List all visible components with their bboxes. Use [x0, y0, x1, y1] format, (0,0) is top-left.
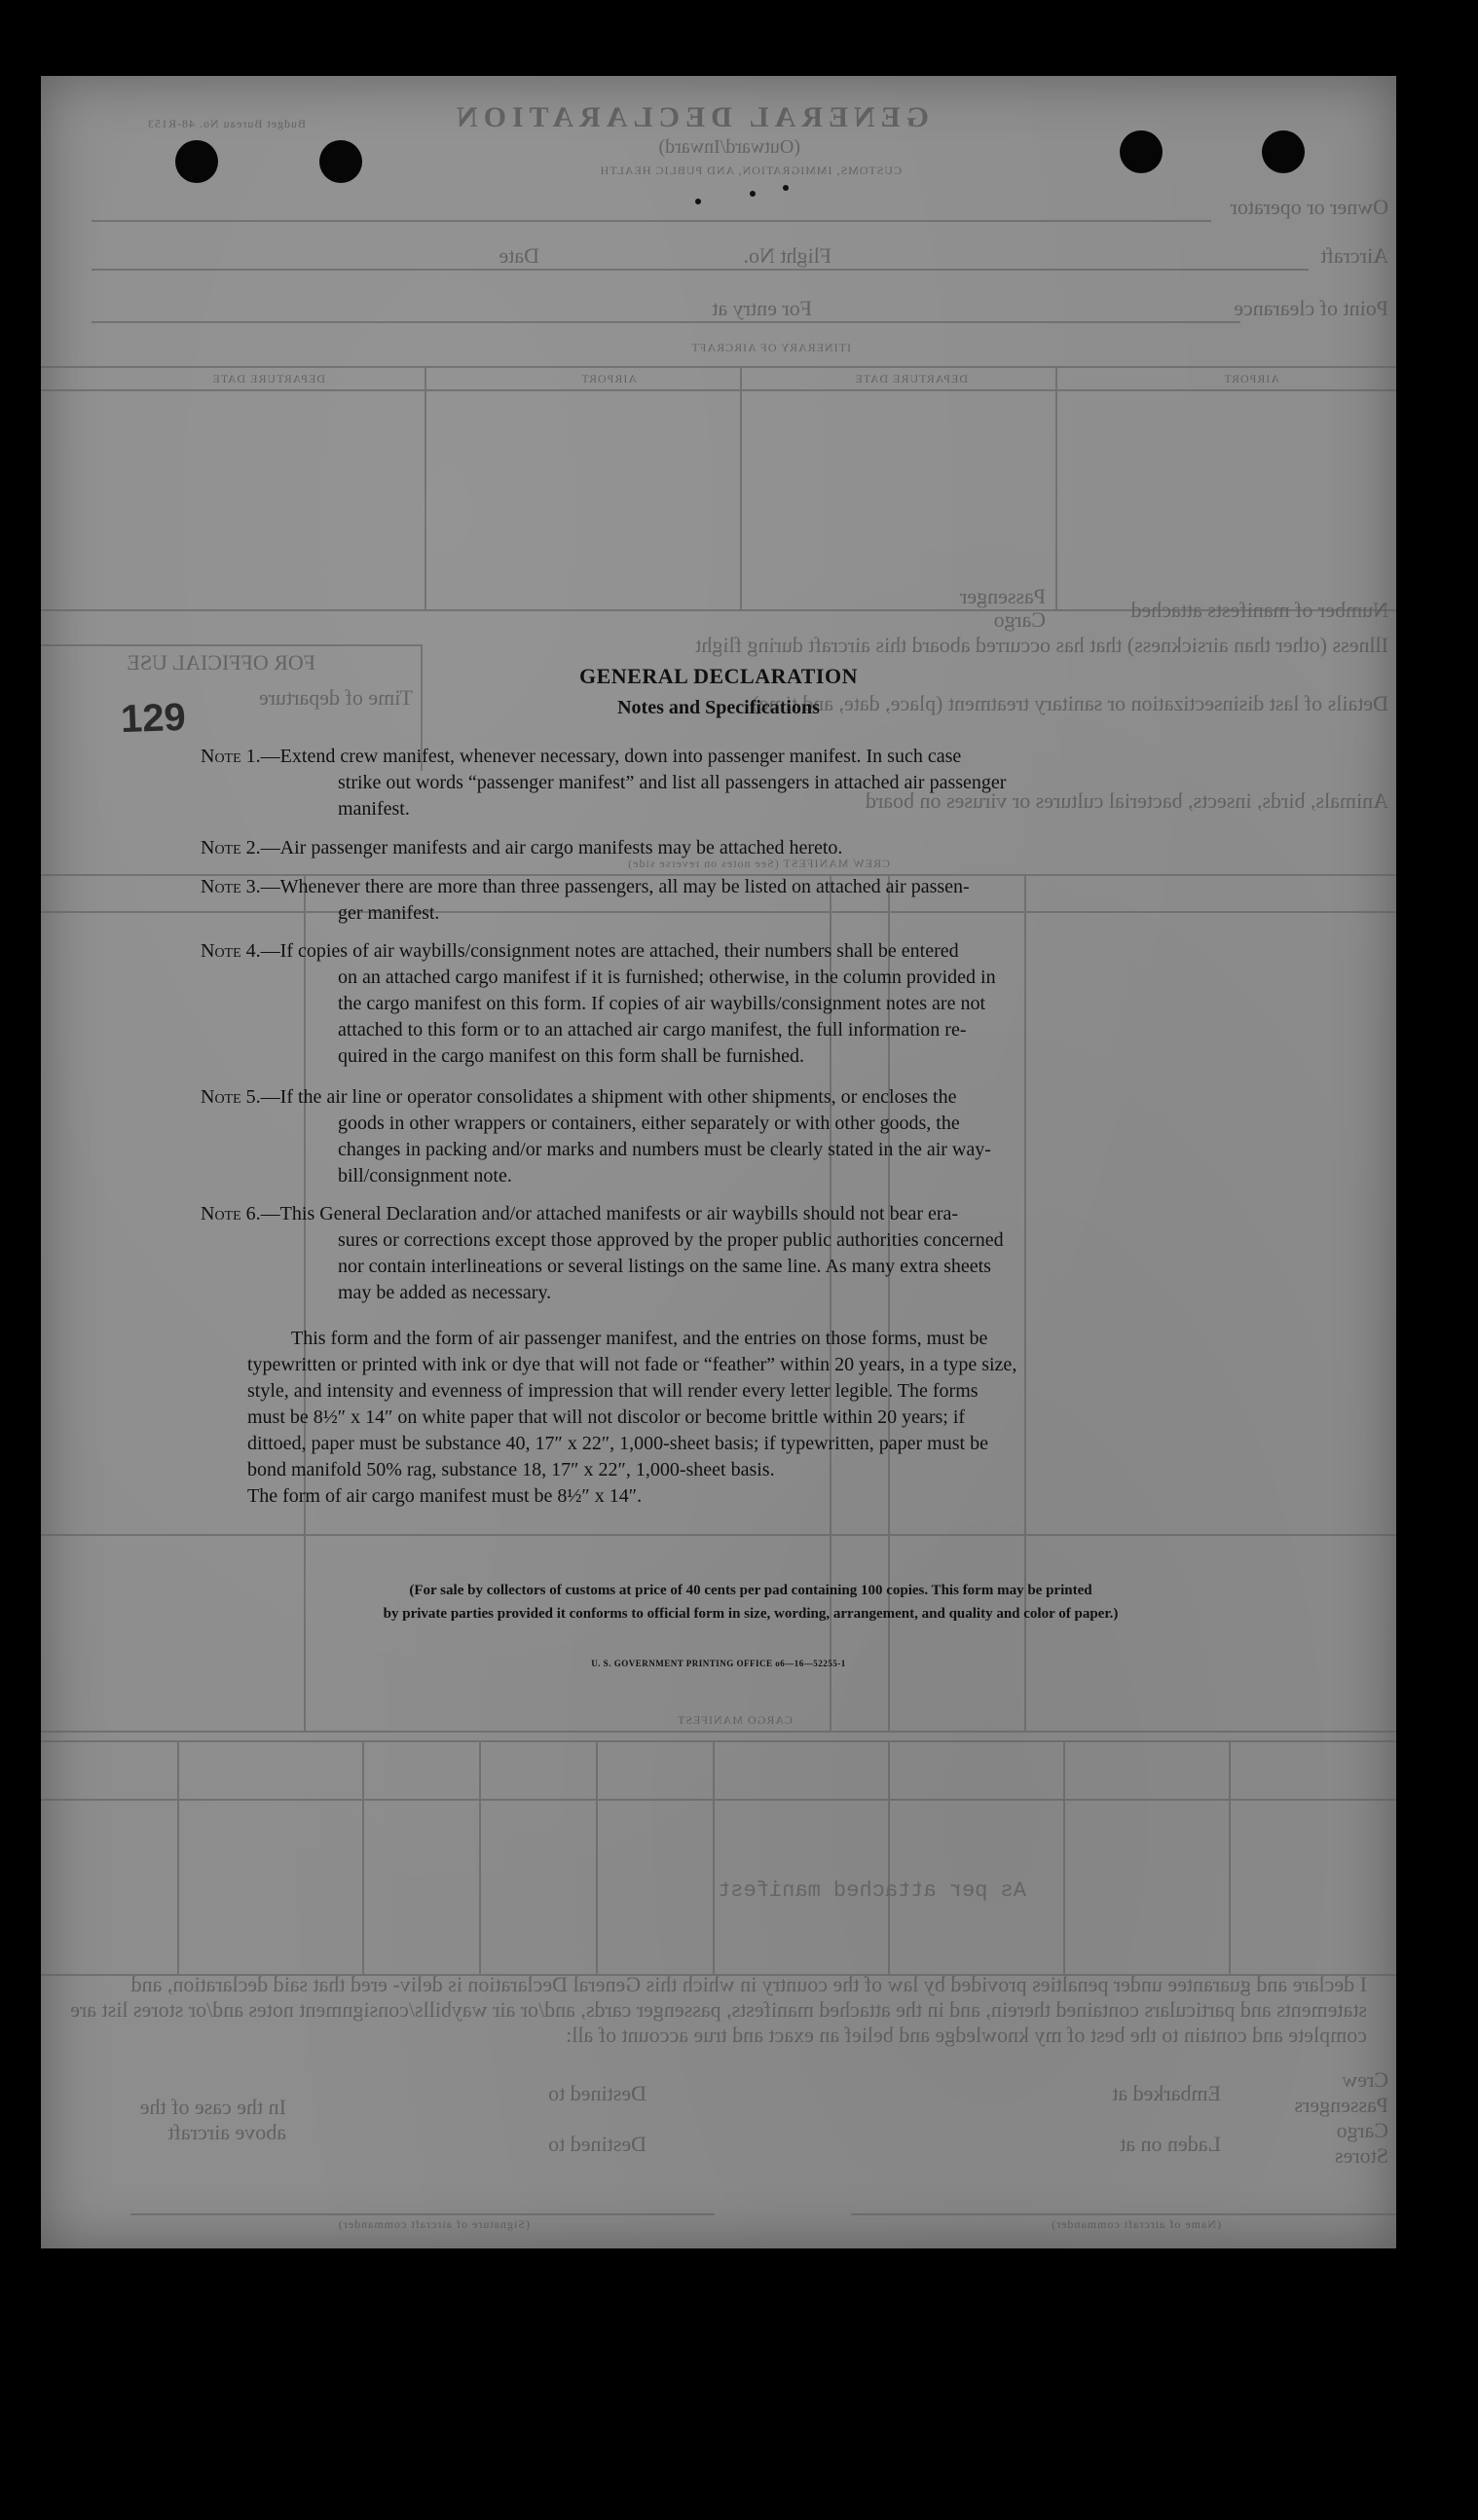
- specification-line: dittoed, paper must be substance 40, 17″ x 22″, 1,000-sheet basis; if typewritten, paper must be: [247, 1433, 988, 1454]
- note-line: —If copies of air waybills/consignment notes are attached, their numbers shall be entered: [260, 940, 959, 962]
- note-line: attached to this form or to an attached air cargo manifest, the full information re-: [338, 1019, 967, 1041]
- note-line: changes in packing and/or marks and numbers must be clearly stated in the air way-: [338, 1139, 991, 1160]
- note-line: —Extend crew manifest, whenever necessary, down into passenger manifest. In such case: [260, 746, 962, 767]
- reverse-crew-manifest: CREW MANIFEST (See notes on reverse side): [627, 857, 890, 870]
- reverse-owner-label: Owner or operator: [1230, 195, 1388, 219]
- note-line: ger manifest.: [338, 902, 440, 924]
- note-line: may be added as necessary.: [338, 1282, 552, 1303]
- note-line: bill/consignment note.: [338, 1165, 512, 1187]
- note-label: Note 6.: [201, 1203, 261, 1224]
- note-label: Note 2.: [201, 837, 261, 858]
- reverse-entry-label: For entry at: [712, 296, 812, 320]
- reverse-name-caption: (Name of aircraft commander): [1051, 2217, 1221, 2231]
- reverse-passenger-label: Passenger: [960, 584, 1046, 608]
- note-line: —If the air line or operator consolidates a shipment with other shipments, or encloses the: [260, 1086, 957, 1108]
- reverse-crew-word: Crew: [1342, 2067, 1388, 2092]
- reverse-passengers-word: Passengers: [1294, 2093, 1388, 2117]
- note-line: —This General Declaration and/or attached manifests or air waybills should not bear era-: [260, 1203, 959, 1224]
- note-line: quired in the cargo manifest on this form shall be furnished.: [338, 1045, 804, 1067]
- note-line: manifest.: [338, 798, 410, 820]
- page-subtitle: Notes and Specifications: [617, 697, 820, 718]
- specification-line: bond manifold 50% rag, substance 18, 17″ x 22″, 1,000-sheet basis.: [247, 1459, 775, 1480]
- note-label: Note 1.: [201, 746, 261, 767]
- specification-line: must be 8½″ x 14″ on white paper that will not discolor or become brittle within 20 years; if: [247, 1406, 966, 1428]
- note-line: strike out words “passenger manifest” and list all passengers in attached air passenger: [338, 772, 1007, 793]
- reverse-disinsect-label: Details of last disinsectization or sanitary treatment (place, date, and time): [752, 691, 1388, 715]
- reverse-signature-caption: (Signature of aircraft commander): [337, 2217, 530, 2231]
- reverse-time-departure: Time of departure: [258, 685, 413, 710]
- note-line: the cargo manifest on this form. If copies of air waybills/consignment notes are not: [338, 993, 986, 1014]
- note-line: —Whenever there are more than three passengers, all may be listed on attached air passen-: [260, 876, 970, 897]
- reverse-flight-label: Flight No.: [743, 243, 831, 268]
- printer-imprint: U. S. GOVERNMENT PRINTING OFFICE o6—16—52255-1: [591, 1659, 846, 1668]
- reverse-destined-to-1: Destined to: [548, 2081, 647, 2105]
- sale-notice-line-2: by private parties provided it conforms to official form in size, wording, arrangement, and quality and color of paper.): [383, 1606, 1119, 1622]
- note-2: [201, 835, 1301, 861]
- stamp-number: 129: [120, 695, 187, 742]
- reverse-stores-word: Stores: [1335, 2143, 1388, 2168]
- note-line: goods in other wrappers or containers, either separately or with other goods, the: [338, 1113, 960, 1134]
- specification-line: This form and the form of air passenger manifest, and the entries on those forms, must be: [291, 1328, 988, 1349]
- front-side: [41, 76, 1396, 2248]
- reverse-title: GENERAL DECLARATION: [450, 101, 929, 133]
- specification-line: style, and intensity and evenness of impression that will render every letter legible. The forms: [247, 1380, 979, 1402]
- reverse-itinerary-label: ITINERARY OF AIRCRAFT: [690, 341, 851, 354]
- reverse-destined-to-2: Destined to: [548, 2132, 647, 2156]
- reverse-cargo-label: Cargo: [993, 607, 1046, 632]
- reverse-embarked-at: Embarked at: [1112, 2081, 1221, 2105]
- note-6: [201, 1201, 1301, 1306]
- note-4: [201, 938, 1301, 1070]
- document-sheet: [41, 76, 1396, 2248]
- note-label: Note 4.: [201, 940, 261, 962]
- specification-line: typewritten or printed with ink or dye that will not fade or “feather” within 20 years, in a type size,: [247, 1354, 1017, 1375]
- note-1: [201, 744, 1301, 822]
- note-line: nor contain interlineations or several listings on the same line. As many extra sheets: [338, 1256, 991, 1277]
- note-line: —Air passenger manifests and air cargo manifests may be attached hereto.: [260, 837, 843, 858]
- specification-last-line: The form of air cargo manifest must be 8½″ x 14″.: [247, 1485, 643, 1507]
- reverse-laden-on-at: Laden on at: [1120, 2132, 1221, 2156]
- note-line: sures or corrections except those approved by the proper public authorities concerned: [338, 1229, 1004, 1251]
- reverse-col-departure-2: DEPARTURE DATE: [211, 372, 325, 385]
- note-label: Note 5.: [201, 1086, 261, 1108]
- reverse-declaration: I declare and guarantee under penalties provided by law of the country in which this General Declaration is deliv- ered that said declaration, and statements and particulars contained therein, and in the attached manifests, passenger cards, and/or air waybills/consignment notes and/or stores list are complete and contain to the best of my knowledge and belief an exact and true account of all:: [70, 1972, 1367, 2047]
- reverse-illness-label: Illness (other than airsickness) that has occurred aboard this aircraft during flight: [695, 633, 1388, 657]
- note-3: [201, 874, 1301, 927]
- reverse-budget: Budget Bureau No. 48-R153: [147, 117, 306, 130]
- reverse-subtitle: (Outward/Inward): [658, 136, 800, 158]
- sale-notice-line-1: (For sale by collectors of customs at price of 40 cents per pad containing 100 copies. This form may be printed: [409, 1583, 1092, 1598]
- reverse-agency: CUSTOMS, IMMIGRATION, AND PUBLIC HEALTH: [599, 164, 902, 177]
- reverse-col-airport-2: AIRPORT: [580, 372, 637, 385]
- reverse-cargo-manifest: CARGO MANIFEST: [676, 1713, 793, 1727]
- reverse-col-departure-1: DEPARTURE DATE: [854, 372, 968, 385]
- reverse-cargo-word: Cargo: [1336, 2118, 1388, 2142]
- sale-notice: [201, 1579, 1301, 1625]
- reverse-date-label: Date: [499, 243, 539, 268]
- note-label: Note 3.: [201, 876, 261, 897]
- specification-paragraph: [247, 1326, 1301, 1510]
- reverse-official-use: FOR OFFICIAL USE: [127, 650, 315, 675]
- reverse-typed-cargo: As per attached manifest: [718, 1879, 1026, 1903]
- reverse-aircraft-label: Aircraft: [1320, 243, 1388, 268]
- note-5: [201, 1084, 1301, 1189]
- reverse-col-airport-1: AIRPORT: [1223, 372, 1279, 385]
- reverse-animals-label: Animals, birds, insects, bacterial cultures or viruses on board: [865, 788, 1388, 813]
- note-line: on an attached cargo manifest if it is furnished; otherwise, in the column provided in: [338, 967, 996, 988]
- reverse-in-case: In the case of the above aircraft: [139, 2095, 286, 2144]
- reverse-manifests-label: Number of manifests attached: [1130, 598, 1388, 622]
- reverse-clearance-label: Point of clearance: [1234, 296, 1388, 320]
- page-title: GENERAL DECLARATION: [579, 664, 858, 688]
